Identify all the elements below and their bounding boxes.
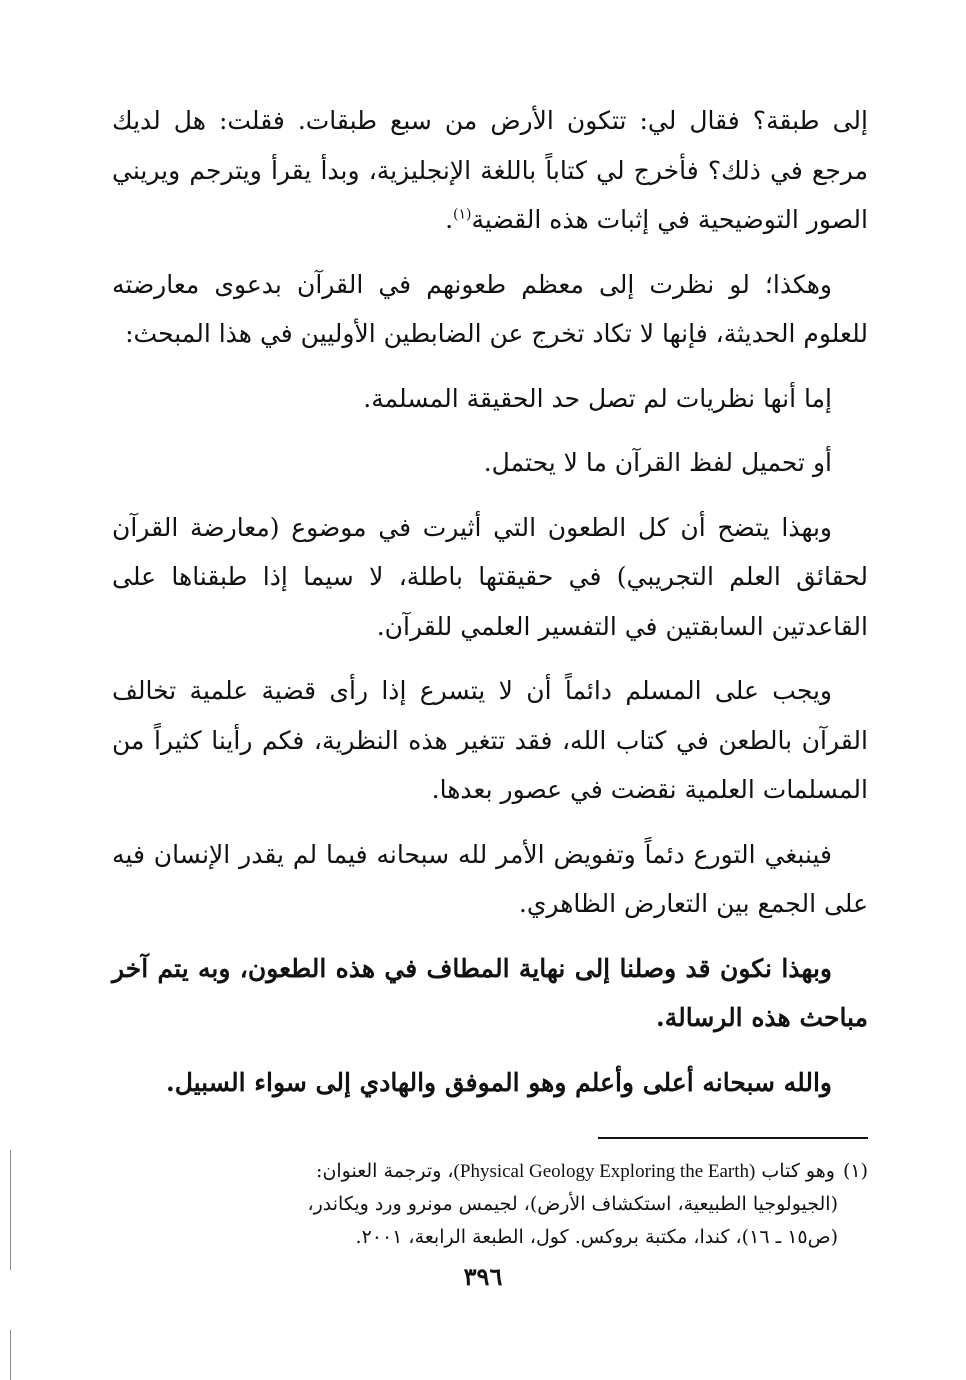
- footnote: [112, 1155, 868, 1254]
- paragraph-1-text: إلى طبقة؟ فقال لي: تتكون الأرض من سبع طبقات. فقلت: هل لديك مرجع في ذلك؟ فأخرج لي كتاباً باللغة الإنجليزية، وبدأ يقرأ ويترجم ويريني الصور التوضيحية في إثبات هذه القضية: [112, 106, 868, 234]
- footnote-line-1-rest: ، وترجمة العنوان:: [316, 1160, 454, 1182]
- footnote-divider: [598, 1137, 868, 1139]
- paragraph-8: وبهذا نكون قد وصلنا إلى نهاية المطاف في هذه الطعون، وبه يتم آخر مباحث هذه الرسالة.: [112, 953, 868, 1032]
- paragraph-3: إما أنها نظريات لم تصل حد الحقيقة المسلمة.: [363, 383, 832, 413]
- footnote-reference[interactable]: (١): [453, 206, 472, 223]
- paragraph-9: والله سبحانه أعلى وأعلم وهو الموفق والهادي إلى سواء السبيل.: [165, 1067, 832, 1097]
- paragraph-5: وبهذا يتضح أن كل الطعون التي أثيرت في موضوع (معارضة القرآن لحقائق العلم التجريبي) في حقيقتها باطلة، لا سيما إذا طبقناها على القاعدتين السابقتين في التفسير العلمي للقرآن.: [112, 512, 868, 641]
- page-number: ٣٩٦: [463, 1262, 503, 1291]
- paragraph-1: [112, 96, 868, 245]
- paragraph-4: أو تحميل لفظ القرآن ما لا يحتمل.: [483, 448, 832, 477]
- footnote-line-1: [112, 1155, 868, 1188]
- book-page: [112, 96, 868, 1356]
- paragraph-2: وهكذا؛ لو نظرت إلى معظم طعونهم في القرآن بدعوى معارضته للعلوم الحديثة، فإنها لا تكاد تخرج عن الضابطين الأوليين في هذا المبحث:: [112, 269, 868, 348]
- paragraph-1-tail: .: [445, 205, 454, 234]
- footnote-line-2: (الجيولوجيا الطبيعية، استكشاف الأرض)، لجيمس مونرو ورد ويكاندر،: [307, 1193, 838, 1215]
- footnote-lead: وهو كتاب: [761, 1160, 835, 1182]
- scan-edge-mark: [10, 1150, 11, 1270]
- footnote-line-3: (ص١٥ ـ ١٦)، كندا، مكتبة بروكس. كول، الطبعة الرابعة، ٢٠٠١.: [355, 1226, 838, 1248]
- footnote-english-title: (Physical Geology Exploring the Earth): [453, 1161, 756, 1182]
- paragraph-6: ويجب على المسلم دائماً أن لا يتسرع إذا رأى قضية علمية تخالف القرآن بالطعن في كتاب الله، فقد تتغير هذه النظرية، فكم رأينا كثيراً من المسلمات العلمية نقضت في عصور بعدها.: [112, 676, 868, 804]
- scan-edge-mark: [10, 1330, 11, 1380]
- footnote-number: (١): [842, 1160, 868, 1182]
- paragraph-7: فينبغي التورع دئماً وتفويض الأمر لله سبحانه فيما لم يقدر الإنسان فيه على الجمع بين التعارض الظاهري.: [112, 839, 868, 918]
